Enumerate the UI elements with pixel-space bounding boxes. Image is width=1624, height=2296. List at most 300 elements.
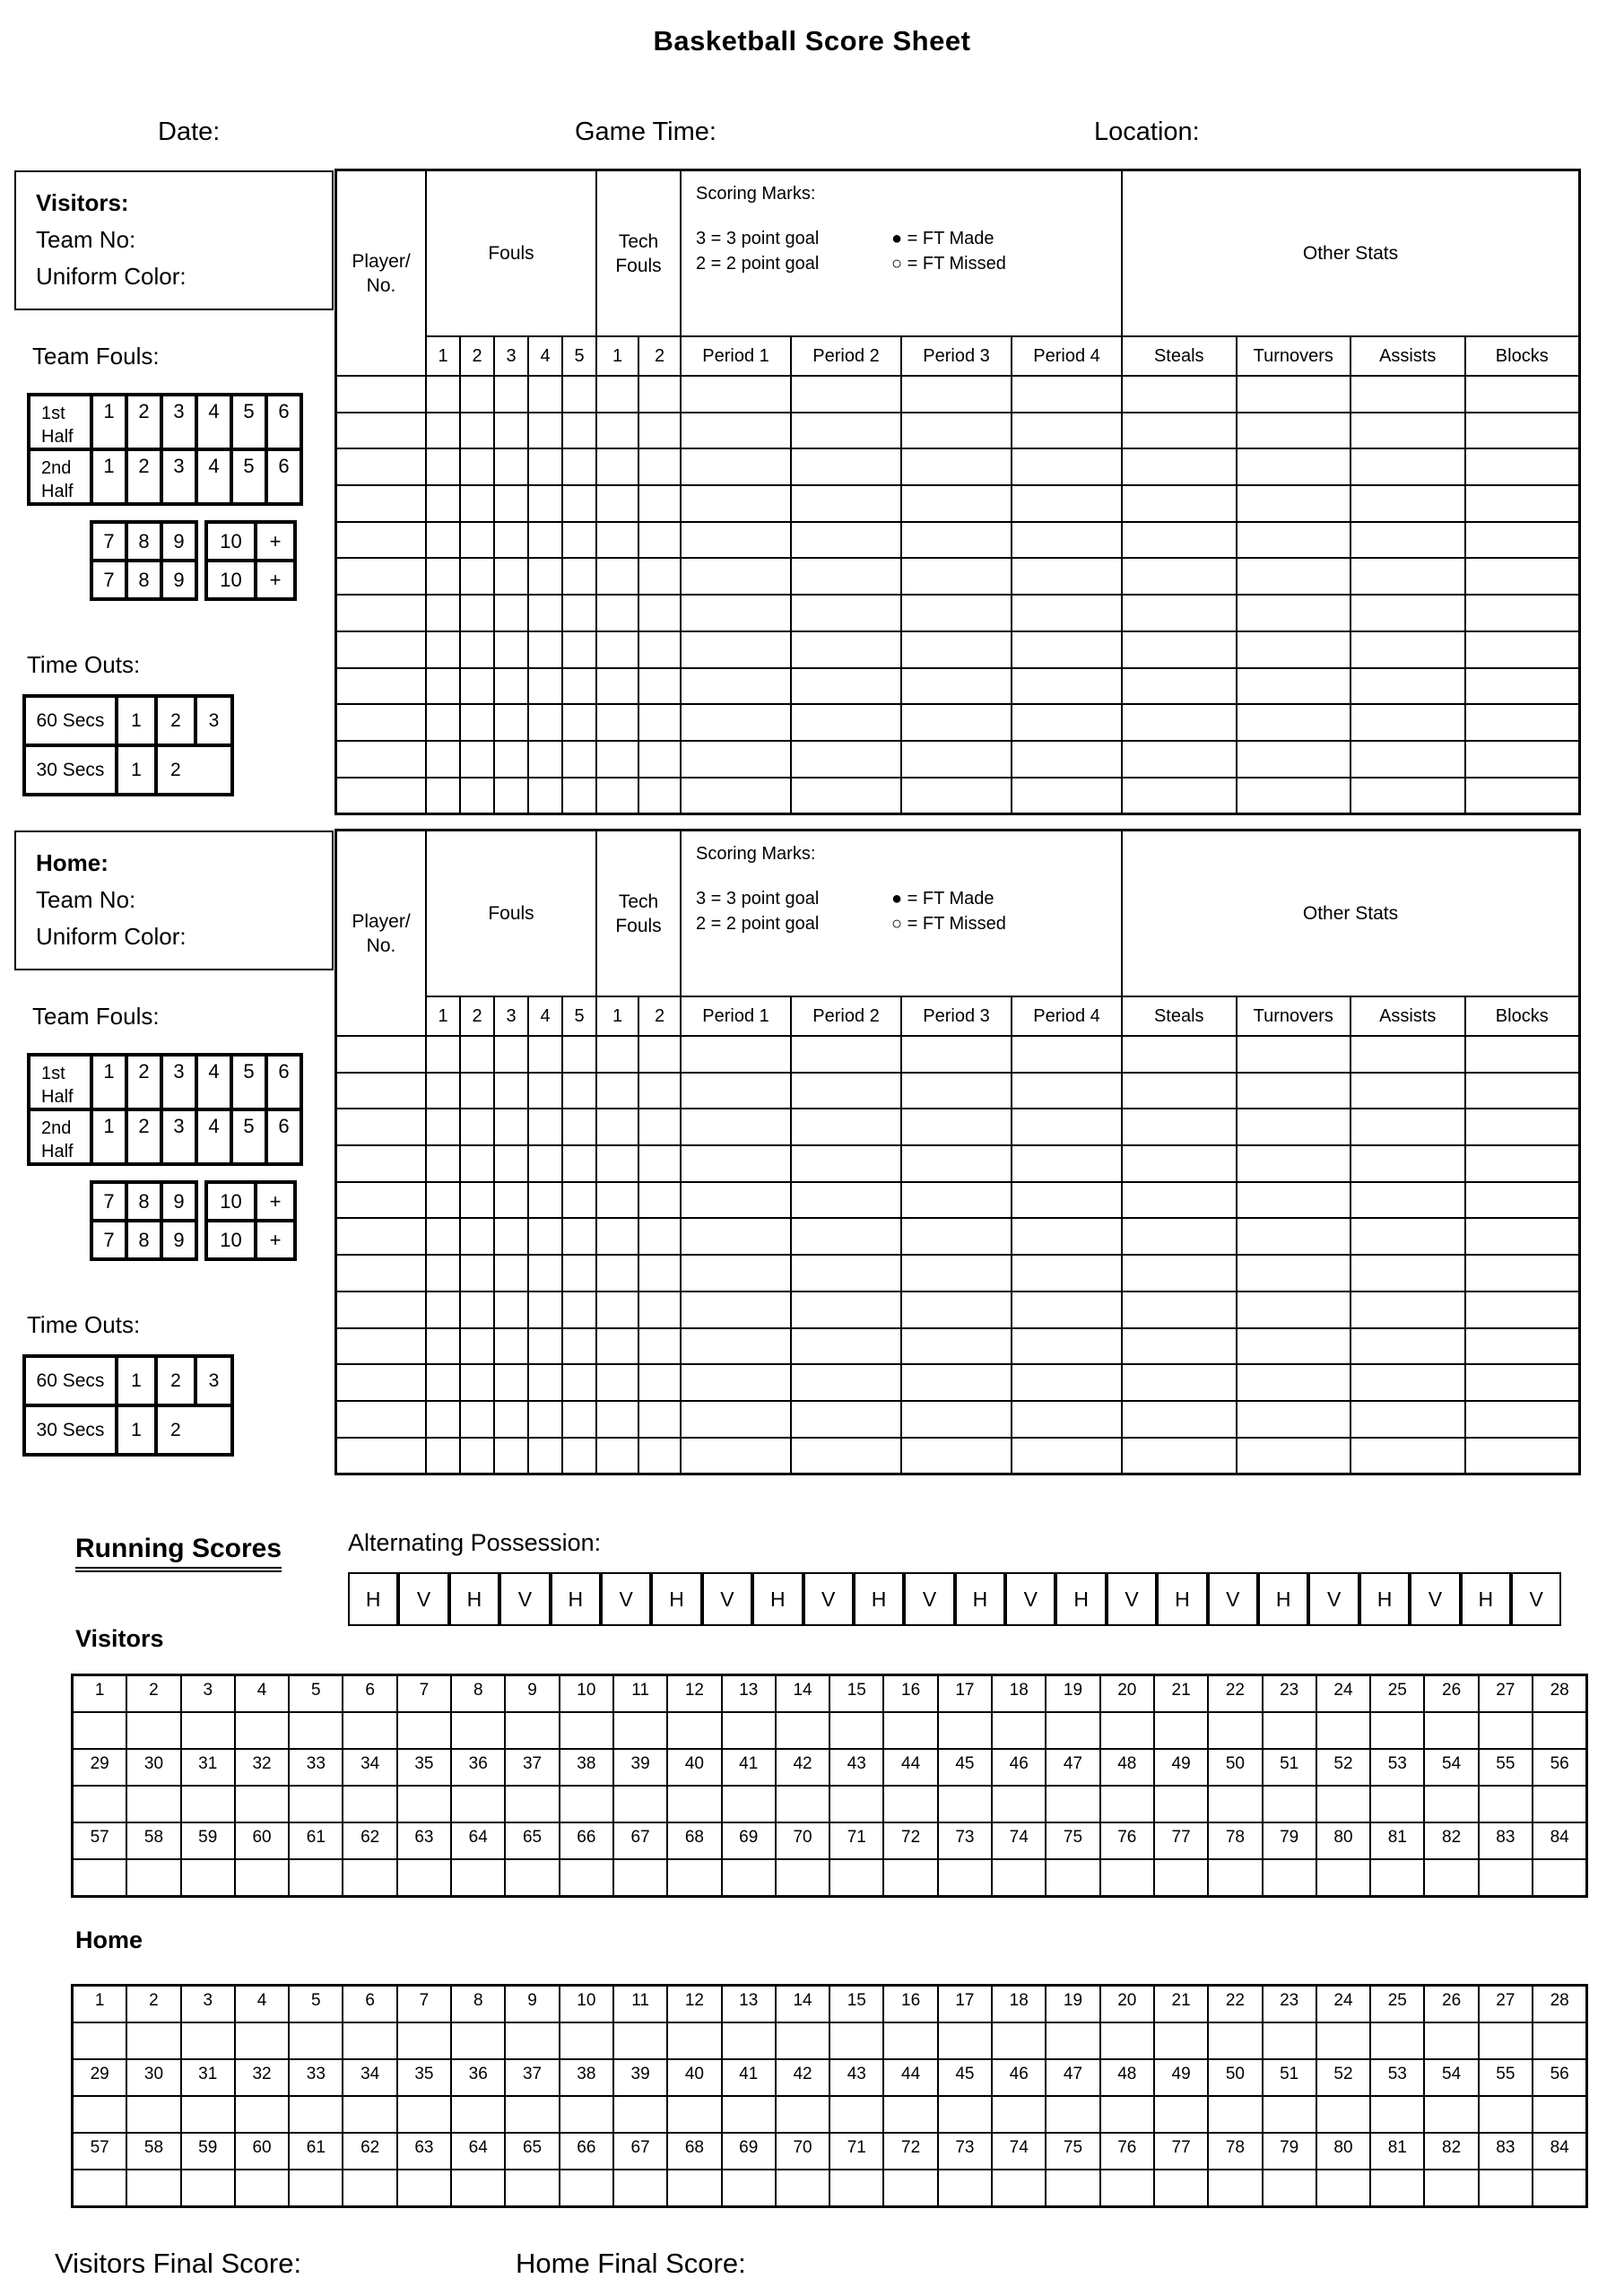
player-row-cell xyxy=(901,1292,1012,1328)
possession-cell: H xyxy=(854,1572,904,1626)
player-row-cell xyxy=(494,631,528,668)
score-blank-cell xyxy=(1370,2096,1424,2133)
player-row-cell xyxy=(596,413,638,449)
scoring-marks-legend-line: 2 = 2 point goal ○ = FT Missed xyxy=(696,254,1006,274)
player-row-cell xyxy=(528,668,562,705)
score-blank-cell xyxy=(343,2170,396,2206)
player-row-cell xyxy=(791,704,901,741)
score-blank-cell xyxy=(667,2022,721,2059)
score-blank-cell xyxy=(181,2096,235,2133)
player-row-cell xyxy=(336,1182,426,1219)
foul-count-cell: 7 xyxy=(91,561,126,599)
player-row-cell xyxy=(596,741,638,778)
score-blank-cell xyxy=(1533,1712,1586,1749)
score-blank-cell xyxy=(397,1712,451,1749)
score-blank-cell xyxy=(776,1786,829,1822)
possession-cell: H xyxy=(1359,1572,1410,1626)
column-header-cell: Period 1 xyxy=(681,996,791,1036)
score-blank-cell xyxy=(1208,1786,1262,1822)
score-blank-cell xyxy=(722,2096,776,2133)
score-blank-cell xyxy=(883,1712,937,1749)
player-row-cell xyxy=(596,595,638,631)
foul-count-cell: + xyxy=(256,1221,295,1259)
foul-count-cell: 5 xyxy=(231,1055,266,1109)
player-row-cell xyxy=(562,558,596,595)
score-number-cell: 30 xyxy=(126,2059,180,2096)
column-header-cell: 1 xyxy=(426,336,460,376)
player-row-cell xyxy=(1465,1438,1580,1474)
score-number-cell: 51 xyxy=(1263,2059,1316,2096)
score-number-cell: 45 xyxy=(938,2059,992,2096)
player-row-cell xyxy=(901,1255,1012,1292)
foul-count-cell: 10 xyxy=(206,522,256,561)
column-header-cell: Period 2 xyxy=(791,996,901,1036)
possession-cell: H xyxy=(1055,1572,1106,1626)
score-blank-cell xyxy=(1316,1712,1370,1749)
team-fouls-10plus-grid xyxy=(204,520,297,601)
player-row-cell xyxy=(1465,1328,1580,1365)
player-row-cell xyxy=(1465,1036,1580,1073)
score-number-cell: 38 xyxy=(560,1749,613,1786)
score-number-cell: 83 xyxy=(1479,2133,1533,2170)
player-row-cell xyxy=(460,558,494,595)
player-row-cell xyxy=(638,741,681,778)
player-row-cell xyxy=(638,1036,681,1073)
player-row-cell xyxy=(1012,1438,1122,1474)
player-row-cell xyxy=(528,595,562,631)
player-row-cell xyxy=(638,485,681,522)
player-row-cell xyxy=(638,1438,681,1474)
team-fouls-label: Team Fouls: xyxy=(32,343,160,370)
score-blank-cell xyxy=(1154,1859,1208,1896)
player-row-cell xyxy=(791,1218,901,1255)
score-blank-cell xyxy=(667,1786,721,1822)
score-number-cell: 41 xyxy=(722,2059,776,2096)
player-row-cell xyxy=(1012,1292,1122,1328)
player-row-cell xyxy=(336,1364,426,1401)
player-row-cell xyxy=(1012,668,1122,705)
player-row-cell xyxy=(1012,1145,1122,1182)
score-number-cell: 8 xyxy=(451,1986,505,2022)
player-row-cell xyxy=(901,1109,1012,1145)
player-row-cell xyxy=(901,1364,1012,1401)
score-number-cell: 67 xyxy=(613,1822,667,1859)
player-row-cell xyxy=(528,1401,562,1438)
player-row-cell xyxy=(1012,1401,1122,1438)
score-number-cell: 54 xyxy=(1424,1749,1478,1786)
player-row-cell xyxy=(596,1292,638,1328)
player-row-cell xyxy=(901,1073,1012,1109)
score-number-cell: 75 xyxy=(1046,1822,1099,1859)
score-blank-cell xyxy=(560,1859,613,1896)
alternating-possession-row xyxy=(348,1572,1561,1626)
foul-count-cell: 2 xyxy=(126,1055,161,1109)
player-row-cell xyxy=(1465,485,1580,522)
player-row-cell xyxy=(336,448,426,485)
score-blank-cell xyxy=(451,2096,505,2133)
player-row-cell xyxy=(1012,741,1122,778)
player-row-cell xyxy=(336,376,426,413)
score-blank-cell xyxy=(1533,2170,1586,2206)
player-row-cell xyxy=(1122,1218,1237,1255)
player-row-cell xyxy=(1012,1364,1122,1401)
score-blank-cell xyxy=(1100,2096,1154,2133)
score-blank-cell xyxy=(883,2096,937,2133)
score-blank-cell xyxy=(289,1786,343,1822)
score-blank-cell xyxy=(1479,1712,1533,1749)
foul-count-cell: 9 xyxy=(161,522,196,561)
time-outs-row xyxy=(24,1356,232,1405)
foul-count-cell: + xyxy=(256,522,295,561)
score-blank-cell xyxy=(343,2022,396,2059)
player-row-cell xyxy=(528,1255,562,1292)
player-row-cell xyxy=(791,1255,901,1292)
column-header-cell: Period 3 xyxy=(901,996,1012,1036)
player-row-cell xyxy=(494,1438,528,1474)
score-number-cell: 43 xyxy=(829,1749,883,1786)
player-row-cell xyxy=(681,595,791,631)
player-row-cell xyxy=(494,522,528,559)
foul-count-cell: 4 xyxy=(196,395,231,449)
score-blank-cell xyxy=(992,2096,1046,2133)
score-blank-cell xyxy=(397,1786,451,1822)
player-row-cell xyxy=(1012,595,1122,631)
score-number-cell: 15 xyxy=(829,1675,883,1712)
player-row-cell xyxy=(1012,413,1122,449)
player-row-cell xyxy=(1122,1109,1237,1145)
score-number-cell: 73 xyxy=(938,1822,992,1859)
score-blank-cell xyxy=(776,2170,829,2206)
score-number-cell: 14 xyxy=(776,1675,829,1712)
score-number-cell: 12 xyxy=(667,1986,721,2022)
score-blank-cell xyxy=(1046,2170,1099,2206)
time-out-cell: 3 xyxy=(195,1356,232,1405)
player-row-cell xyxy=(336,668,426,705)
foul-count-cell: 4 xyxy=(196,449,231,504)
column-header-cell: Blocks xyxy=(1465,336,1580,376)
score-number-cell: 79 xyxy=(1263,1822,1316,1859)
score-blank-cell xyxy=(667,1859,721,1896)
foul-count-cell: 9 xyxy=(161,1221,196,1259)
player-row-cell xyxy=(638,413,681,449)
player-row-cell xyxy=(460,704,494,741)
score-blank-cell xyxy=(235,1786,289,1822)
player-row-cell xyxy=(596,558,638,595)
time-out-cell: 2 xyxy=(156,745,232,795)
time-outs-grid xyxy=(22,694,234,796)
player-row-cell xyxy=(460,448,494,485)
score-number-cell: 66 xyxy=(560,2133,613,2170)
player-row-cell xyxy=(596,522,638,559)
foul-count-cell: 8 xyxy=(126,1221,161,1259)
score-blank-cell xyxy=(1533,1786,1586,1822)
score-blank-cell xyxy=(235,1712,289,1749)
player-row-cell xyxy=(460,631,494,668)
player-row-cell xyxy=(528,1145,562,1182)
score-blank-cell xyxy=(1424,2022,1478,2059)
player-row-cell xyxy=(562,1073,596,1109)
player-row-cell xyxy=(1122,522,1237,559)
player-row-cell xyxy=(1350,1109,1465,1145)
uniform-color-label: Uniform Color: xyxy=(36,923,187,950)
score-number-cell: 77 xyxy=(1154,2133,1208,2170)
half-label: 1st Half xyxy=(29,395,91,449)
player-row-cell xyxy=(494,1182,528,1219)
player-row-cell xyxy=(426,413,460,449)
score-blank-cell xyxy=(289,2170,343,2206)
player-row-cell xyxy=(426,631,460,668)
player-row-cell xyxy=(791,558,901,595)
score-number-cell: 40 xyxy=(667,1749,721,1786)
score-number-cell: 39 xyxy=(613,1749,667,1786)
score-number-cell: 72 xyxy=(883,1822,937,1859)
player-row-cell xyxy=(681,1438,791,1474)
player-row-cell xyxy=(426,448,460,485)
score-blank-cell xyxy=(1208,2170,1262,2206)
location-label: Location: xyxy=(1094,117,1200,146)
score-number-cell: 35 xyxy=(397,1749,451,1786)
player-row-cell xyxy=(1350,1036,1465,1073)
score-number-cell: 74 xyxy=(992,2133,1046,2170)
score-number-cell: 3 xyxy=(181,1675,235,1712)
other-stats-header: Other Stats xyxy=(1122,831,1579,996)
player-row-cell xyxy=(791,522,901,559)
foul-count-cell: 8 xyxy=(126,561,161,599)
foul-count-cell: 5 xyxy=(231,449,266,504)
score-number-cell: 27 xyxy=(1479,1675,1533,1712)
player-row-cell xyxy=(681,778,791,814)
possession-cell: V xyxy=(601,1572,651,1626)
time-out-duration-label: 60 Secs xyxy=(24,696,117,745)
player-row-cell xyxy=(426,1182,460,1219)
player-row-cell xyxy=(681,1401,791,1438)
player-row-cell xyxy=(1122,485,1237,522)
player-row-cell xyxy=(1237,558,1351,595)
score-number-cell: 32 xyxy=(235,1749,289,1786)
player-row-cell xyxy=(1012,522,1122,559)
player-row-cell xyxy=(1237,448,1351,485)
foul-count-cell: 7 xyxy=(91,1182,126,1221)
score-blank-cell xyxy=(1370,1859,1424,1896)
player-row-cell xyxy=(681,558,791,595)
player-row-cell xyxy=(494,668,528,705)
scoring-marks-legend-line: 3 = 3 point goal ● = FT Made xyxy=(696,889,994,909)
player-row-cell xyxy=(1237,668,1351,705)
time-outs-grid xyxy=(22,1354,234,1457)
possession-cell: H xyxy=(955,1572,1005,1626)
foul-count-cell: 10 xyxy=(206,1221,256,1259)
score-blank-cell xyxy=(505,1786,559,1822)
player-row-cell xyxy=(1350,1218,1465,1255)
player-row-cell xyxy=(1012,1036,1122,1073)
score-number-cell: 36 xyxy=(451,1749,505,1786)
foul-count-cell: 9 xyxy=(161,1182,196,1221)
player-row-cell xyxy=(1350,741,1465,778)
score-number-cell: 23 xyxy=(1263,1986,1316,2022)
column-header-cell: 3 xyxy=(494,336,528,376)
score-number-cell: 22 xyxy=(1208,1986,1262,2022)
player-row-cell xyxy=(638,1364,681,1401)
score-blank-cell xyxy=(938,2096,992,2133)
score-blank-cell xyxy=(1263,2096,1316,2133)
player-row-cell xyxy=(528,1218,562,1255)
possession-cell: H xyxy=(1461,1572,1511,1626)
player-row-cell xyxy=(1237,1255,1351,1292)
player-row-cell xyxy=(1350,1328,1465,1365)
score-number-cell: 73 xyxy=(938,2133,992,2170)
score-blank-cell xyxy=(289,2022,343,2059)
score-number-cell: 53 xyxy=(1370,2059,1424,2096)
player-row-cell xyxy=(1465,1109,1580,1145)
player-row-cell xyxy=(1465,522,1580,559)
score-number-cell: 82 xyxy=(1424,1822,1478,1859)
player-row-cell xyxy=(1012,778,1122,814)
score-blank-cell xyxy=(343,1712,396,1749)
player-row-cell xyxy=(1012,485,1122,522)
score-number-cell: 61 xyxy=(289,1822,343,1859)
player-row-cell xyxy=(1465,448,1580,485)
time-out-cell: 1 xyxy=(117,1356,156,1405)
score-number-cell: 9 xyxy=(505,1986,559,2022)
score-number-cell: 20 xyxy=(1100,1675,1154,1712)
player-row-cell xyxy=(1012,376,1122,413)
player-row-cell xyxy=(426,1401,460,1438)
player-row-cell xyxy=(638,1292,681,1328)
player-row-cell xyxy=(426,741,460,778)
player-row-cell xyxy=(1012,704,1122,741)
player-row-cell xyxy=(681,1073,791,1109)
score-blank-cell xyxy=(1154,2096,1208,2133)
player-row-cell xyxy=(528,778,562,814)
score-blank-cell xyxy=(560,2022,613,2059)
column-header-cell: 4 xyxy=(528,996,562,1036)
score-blank-cell xyxy=(776,1712,829,1749)
player-row-cell xyxy=(901,1401,1012,1438)
player-row-cell xyxy=(426,1364,460,1401)
score-number-cell: 21 xyxy=(1154,1675,1208,1712)
score-number-cell: 8 xyxy=(451,1675,505,1712)
score-number-cell: 34 xyxy=(343,2059,396,2096)
team-fouls-789-grid xyxy=(90,1180,198,1261)
scoring-marks-legend-line: 3 = 3 point goal ● = FT Made xyxy=(696,229,994,248)
player-row-cell xyxy=(791,1328,901,1365)
column-header-cell: Turnovers xyxy=(1237,336,1351,376)
foul-count-cell: 3 xyxy=(161,395,196,449)
player-row-cell xyxy=(681,413,791,449)
score-blank-cell xyxy=(505,1859,559,1896)
foul-count-cell: 7 xyxy=(91,522,126,561)
player-row-cell xyxy=(1465,1073,1580,1109)
player-row-cell xyxy=(336,778,426,814)
possession-cell: V xyxy=(398,1572,448,1626)
column-header-cell: 2 xyxy=(638,336,681,376)
score-blank-cell xyxy=(938,2170,992,2206)
score-blank-cell xyxy=(1316,2170,1370,2206)
player-row-cell xyxy=(1465,1364,1580,1401)
score-number-cell: 76 xyxy=(1100,1822,1154,1859)
time-out-duration-label: 60 Secs xyxy=(24,1356,117,1405)
column-header-cell: Blocks xyxy=(1465,996,1580,1036)
player-row-cell xyxy=(1122,1255,1237,1292)
score-blank-cell xyxy=(883,1859,937,1896)
player-row-cell xyxy=(460,778,494,814)
player-row-cell xyxy=(336,595,426,631)
player-row-cell xyxy=(901,741,1012,778)
score-blank-cell xyxy=(1533,2096,1586,2133)
score-number-cell: 62 xyxy=(343,1822,396,1859)
player-row-cell xyxy=(791,1036,901,1073)
player-row-cell xyxy=(426,1255,460,1292)
player-row-cell xyxy=(1122,1328,1237,1365)
score-blank-cell xyxy=(1046,1712,1099,1749)
score-blank-cell xyxy=(1100,1712,1154,1749)
player-row-cell xyxy=(1350,1438,1465,1474)
player-row-cell xyxy=(426,1036,460,1073)
score-number-cell: 28 xyxy=(1533,1675,1586,1712)
possession-cell: H xyxy=(752,1572,803,1626)
player-row-cell xyxy=(494,448,528,485)
team-info-box xyxy=(14,170,334,310)
score-blank-cell xyxy=(1263,2022,1316,2059)
player-row-cell xyxy=(426,1073,460,1109)
player-row-cell xyxy=(528,631,562,668)
score-blank-cell xyxy=(1100,1859,1154,1896)
team-info-box xyxy=(14,831,334,970)
player-row-cell xyxy=(562,1401,596,1438)
player-row-cell xyxy=(1012,1182,1122,1219)
score-blank-cell xyxy=(560,2096,613,2133)
player-row-cell xyxy=(596,1182,638,1219)
score-number-cell: 32 xyxy=(235,2059,289,2096)
score-blank-cell xyxy=(1263,1786,1316,1822)
score-number-cell: 24 xyxy=(1316,1675,1370,1712)
player-row-cell xyxy=(562,1218,596,1255)
player-row-cell xyxy=(426,1328,460,1365)
player-row-cell xyxy=(596,1438,638,1474)
score-blank-cell xyxy=(505,2096,559,2133)
visitors-final-score-label: Visitors Final Score: xyxy=(55,2248,302,2279)
running-home-label: Home xyxy=(75,1926,143,1953)
player-row-cell xyxy=(1122,704,1237,741)
score-blank-cell xyxy=(1479,1859,1533,1896)
ft-missed-mark: ○ = FT Missed xyxy=(891,254,1006,274)
player-row-cell xyxy=(1350,595,1465,631)
score-blank-cell xyxy=(1263,2170,1316,2206)
score-blank-cell xyxy=(667,1712,721,1749)
score-number-cell: 29 xyxy=(73,1749,126,1786)
player-row-cell xyxy=(901,1036,1012,1073)
score-blank-cell xyxy=(343,1859,396,1896)
player-row-cell xyxy=(1237,1145,1351,1182)
player-row-cell xyxy=(681,448,791,485)
player-row-cell xyxy=(638,558,681,595)
score-blank-cell xyxy=(289,1712,343,1749)
player-row-cell xyxy=(1237,1438,1351,1474)
score-blank-cell xyxy=(560,2170,613,2206)
player-row-cell xyxy=(681,1145,791,1182)
score-number-cell: 65 xyxy=(505,1822,559,1859)
score-number-cell: 31 xyxy=(181,1749,235,1786)
score-blank-cell xyxy=(829,1859,883,1896)
score-number-cell: 71 xyxy=(829,2133,883,2170)
score-number-cell: 12 xyxy=(667,1675,721,1712)
score-blank-cell xyxy=(1533,2022,1586,2059)
score-blank-cell xyxy=(1316,2022,1370,2059)
player-row-cell xyxy=(1350,558,1465,595)
score-blank-cell xyxy=(776,1859,829,1896)
score-blank-cell xyxy=(1100,2022,1154,2059)
team-section-visitors xyxy=(0,169,1624,829)
